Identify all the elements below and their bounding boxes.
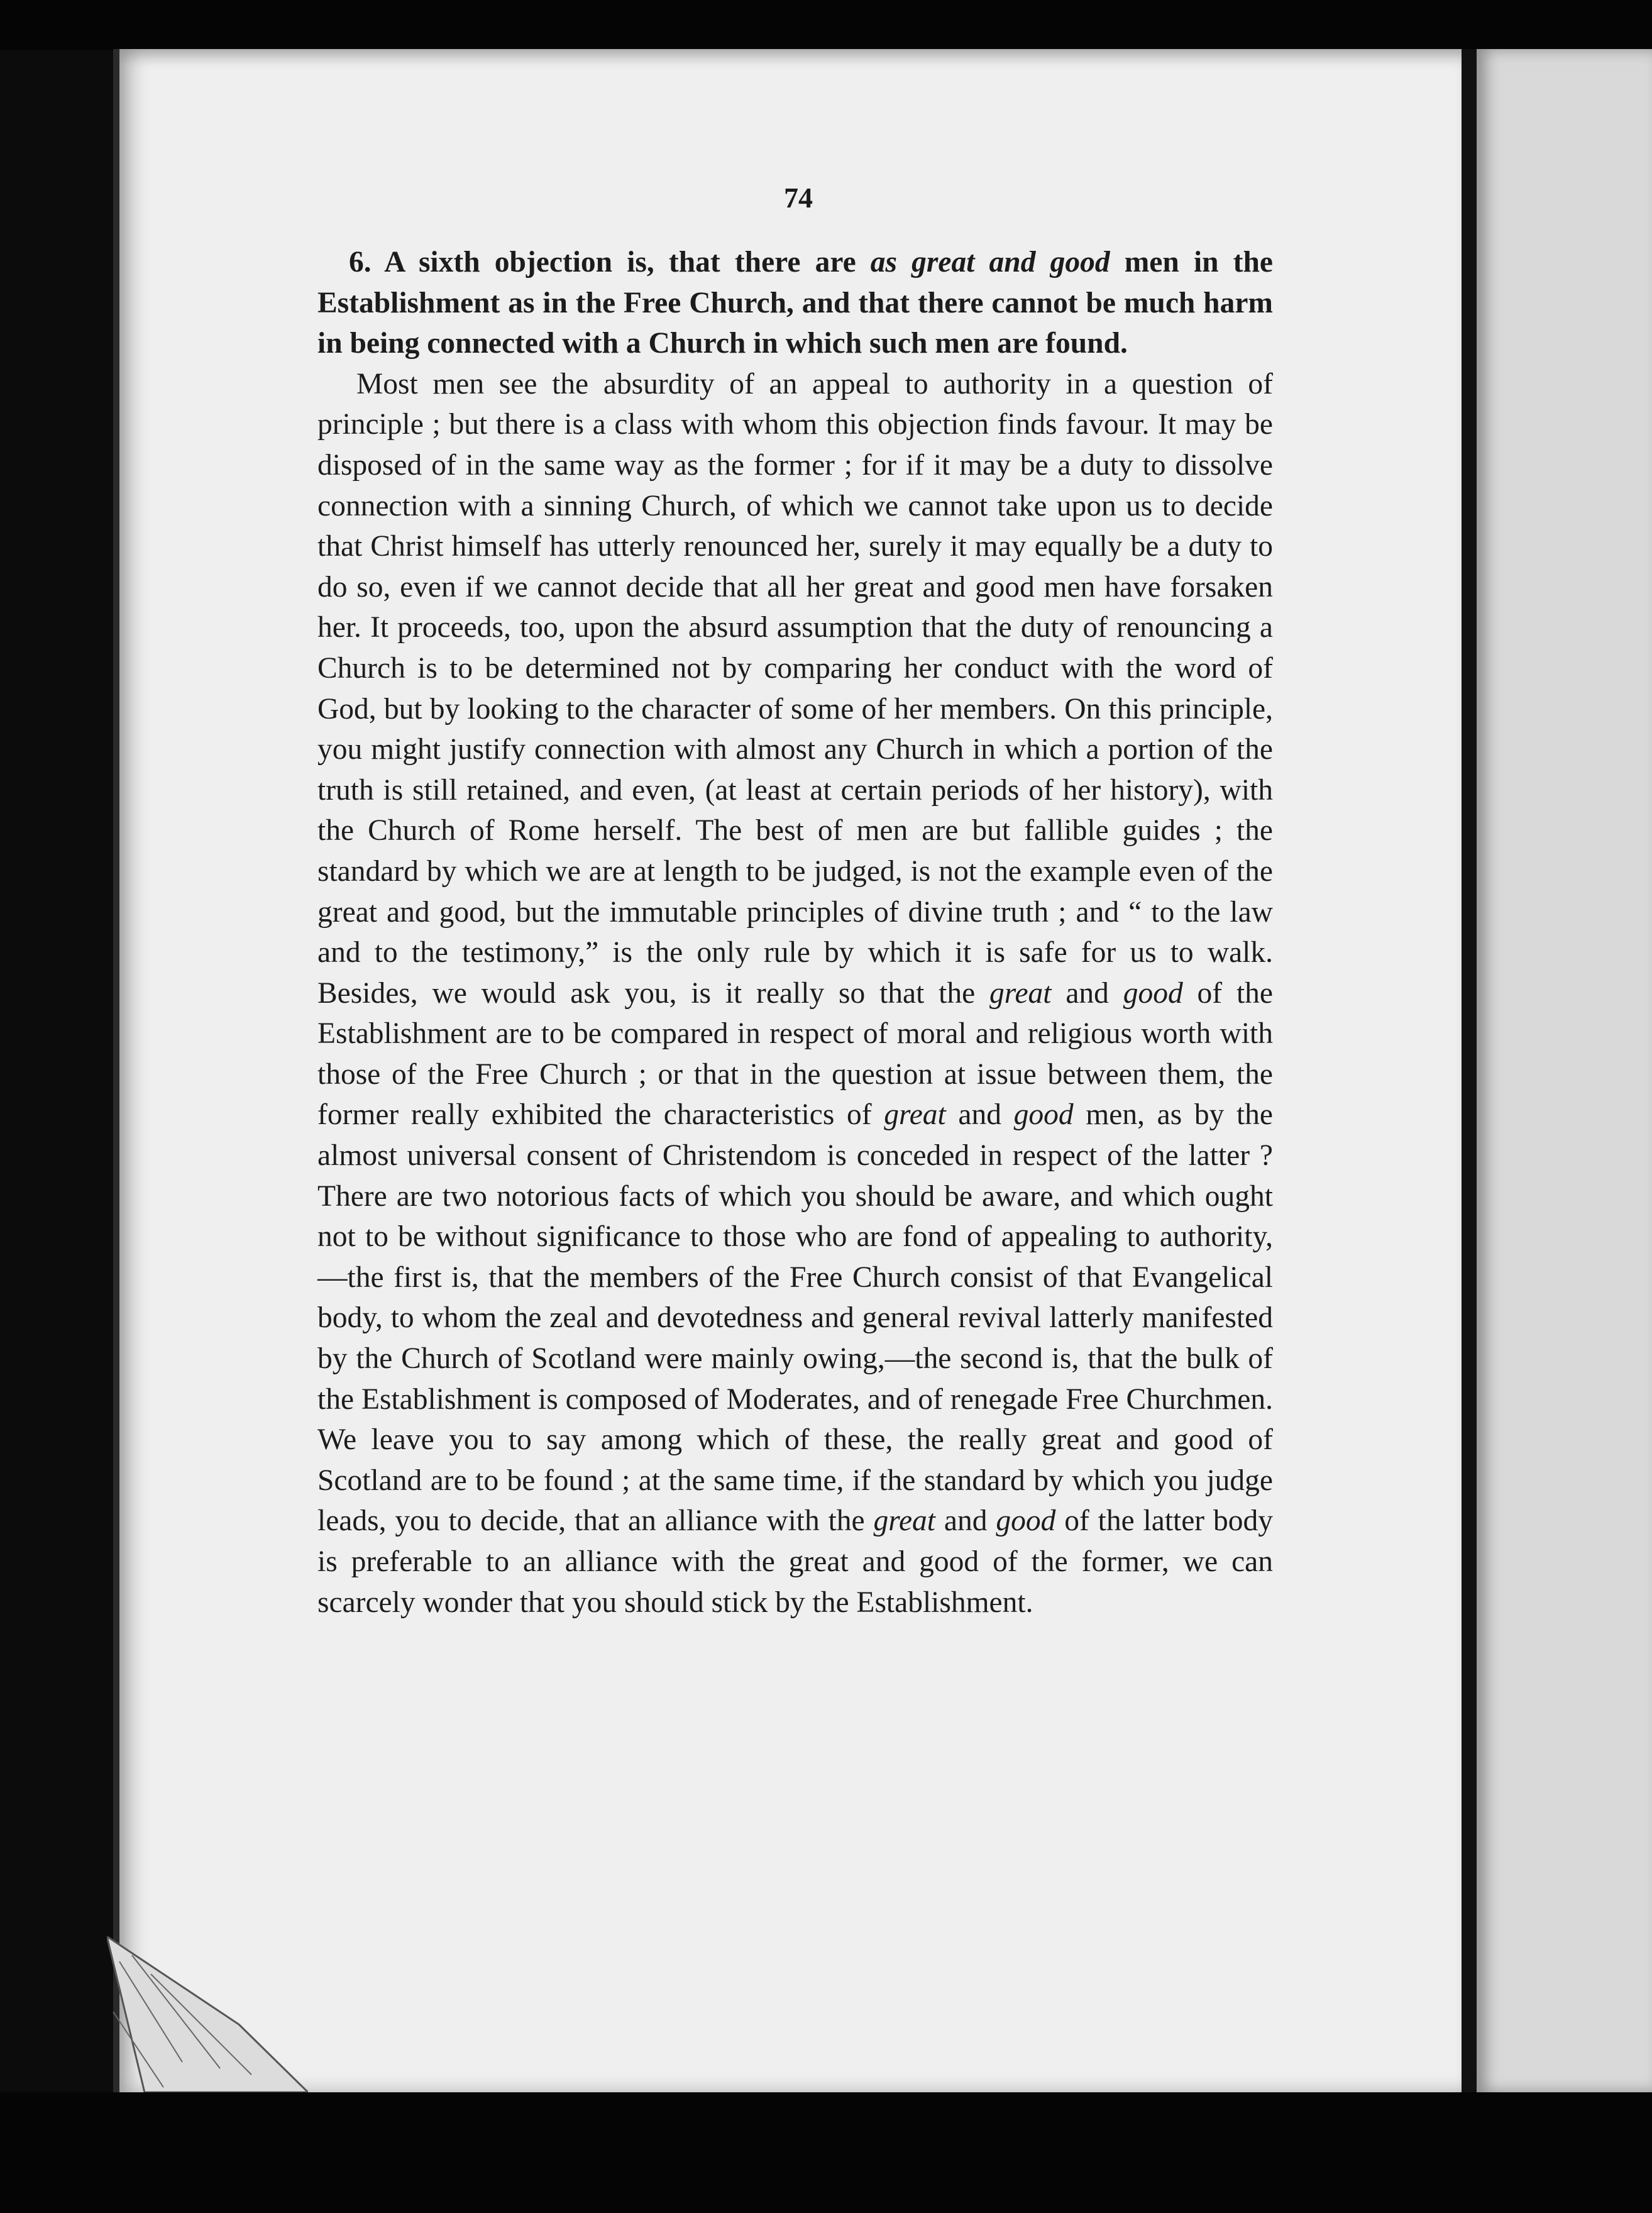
text-segment: 6. A sixth objection is, that there are xyxy=(349,246,871,279)
text-segment: and xyxy=(1051,976,1123,1010)
italic-emphasis: as great and good xyxy=(870,246,1110,279)
scan-border-top xyxy=(0,0,1652,50)
scan-border-bottom xyxy=(0,2092,1652,2213)
text-segment: men, as by the almost universal consent of Christendom is conceded in respect of the latter ? There are two notorious facts of which you should be aware, and which ought not to be without significance to those who are fond of appealing to authority,—the first is, that the members of the Free Church consist of that Evangelical body, to whom the zeal and devotedness and general revival latterly manifested by the Church of Scotland were mainly owing,—the second is, that the bulk of the Establishment is composed of Moderates, and of renegade Free Churchmen. We leave you to say among which of these, the really great and good of Scotland are to be found ; at the same time, if the standard by which you judge leads, you to decide, that an alliance with the xyxy=(317,1098,1273,1538)
text-segment: Most men see the absurdity of an appeal to authority in a question of principle ; but there is a class with whom this objection finds favour. It may be disposed of in the same way as the former ; for if it may be a duty to dissolve connection with a sinning Church, of which we cannot take upon us to decide that Christ himself has utterly renounced her, surely it may equally be a duty to do so, even if we cannot decide that all her great and good men have forsaken her. It proceeds, too, upon the absurd assumption that the duty of renouncing a Church is to be determined not by comparing her conduct with the word of God, but by looking to the character of some of her members. On this principle, you might justify connection with almost any Church in which a portion of the truth is still retained, and even, (at least at certain periods of her history), with the Church of Rome herself. The best of men are but fallible guides ; the standard by which we are at length to be judged, is not the example even of the great and good, but the immutable principles of divine truth ; and “ to the law and to the testimony,” is the only rule by which it is safe for us to walk. Besides, we would ask you, is it really so that the xyxy=(317,367,1273,1010)
text-segment: and xyxy=(945,1098,1014,1132)
text-segment: men in the Establishment as in the Free Church, and that there cannot be much harm in being connected with a Church in which such men are found. xyxy=(317,246,1274,360)
paragraph-response xyxy=(317,364,1273,1623)
paragraph-objection-6 xyxy=(317,242,1273,364)
italic-emphasis: great xyxy=(873,1504,936,1538)
italic-emphasis: good xyxy=(996,1504,1056,1538)
book-gutter xyxy=(1462,49,1477,2092)
page-number: 74 xyxy=(784,182,813,214)
italic-emphasis: great xyxy=(989,976,1052,1010)
page-body-text xyxy=(317,242,1273,1623)
facing-page-edge xyxy=(1477,49,1652,2092)
text-segment: of the Establishment are to be compared in respect of moral and religious worth with those of the Free Church ; or that in the question at issue between them, the former really exhibited the characteristics of xyxy=(317,976,1273,1132)
text-segment: of the latter body is preferable to an alliance with the great and good of the former, we can scarcely wonder that you should stick by the Establishment. xyxy=(317,1504,1273,1619)
text-segment: and xyxy=(935,1504,996,1538)
italic-emphasis: good xyxy=(1123,976,1183,1010)
folded-corner-wear xyxy=(107,1936,308,2092)
italic-emphasis: good xyxy=(1013,1098,1074,1132)
italic-emphasis: great xyxy=(884,1098,946,1132)
